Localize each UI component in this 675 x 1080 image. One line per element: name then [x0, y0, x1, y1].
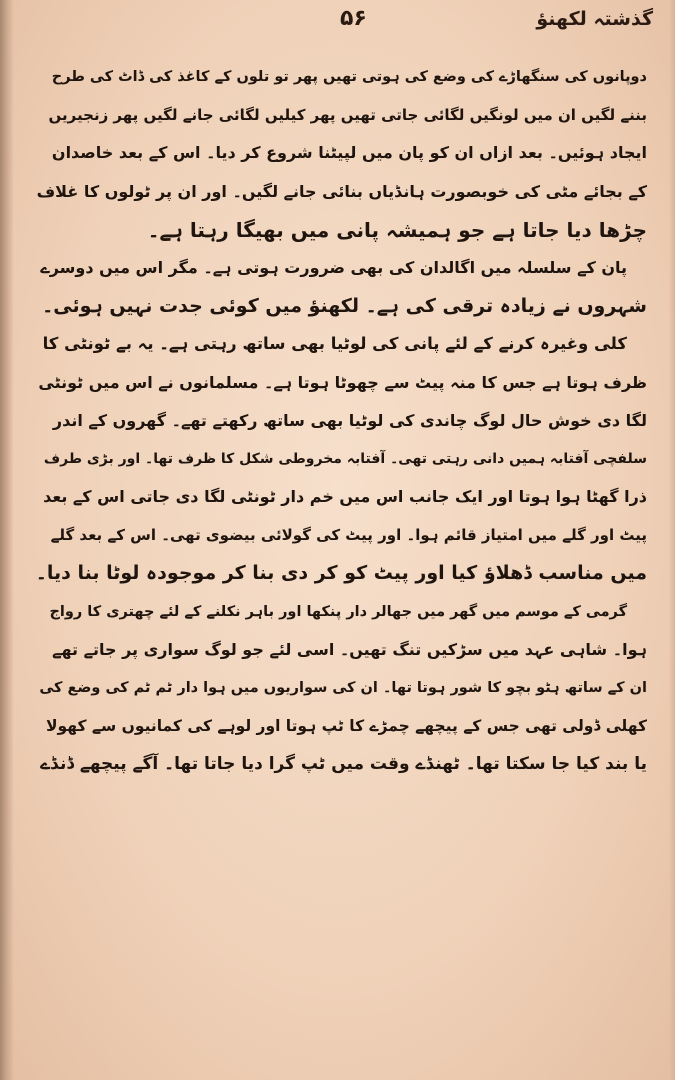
- text-line: شہروں نے زیادہ ترقی کی ہے۔ لکھنؤ میں کوئی جدت نہیں ہوئی۔: [42, 295, 647, 318]
- text-line: ذرا گھٹا ہوا ہوتا اور ایک جانب اس میں خم دار ٹونٹی لگا دی جاتی اس کے بعد: [43, 487, 647, 507]
- text-line: ان کے ساتھ ہٹو بچو کا شور ہوتا تھا۔ ان کی سواریوں میں ہوا دار ٹم ٹم کی وضع کی: [39, 680, 647, 696]
- text-line: یا بند کیا جا سکتا تھا۔ ٹھنڈے وقت میں ٹپ گرا دیا جاتا تھا۔ آگے پیچھے ڈنڈے: [40, 754, 647, 775]
- page-edge: [669, 0, 675, 1080]
- text-line: بننے لگیں ان میں لونگیں لگائی جاتی تھیں پھر کیلیں لگائی جانے لگیں پھر زنجیریں: [48, 106, 647, 125]
- body-text: [36, 58, 647, 784]
- running-title: گذشتہ لکھنؤ: [536, 8, 653, 30]
- text-line: کے بجائے مٹی کی خوبصورت ہانڈیاں بنائی جانے لگیں۔ اور ان پر ٹولوں کا غلاف: [36, 181, 647, 201]
- text-line: پیٹ اور گلے میں امتیاز قائم ہوا۔ اور پیٹ کی گولائی بیضوی تھی۔ اس کے بعد گلے: [50, 526, 647, 545]
- text-line: کلی وغیرہ کرنے کے لئے پانی کی لوٹیا بھی ساتھ رہتی ہے۔ یہ بے ٹونٹی کا: [42, 334, 627, 354]
- text-line: ہوا۔ شاہی عہد میں سڑکیں تنگ تھیں۔ اسی لئے جو لوگ سواری پر جاتے تھے: [52, 639, 647, 659]
- text-line: سلفچی آفتابہ ہمیں دانی رہتی تھی۔ آفتابہ مخروطی شکل کا ظرف تھا۔ اور بڑی طرف: [43, 450, 647, 467]
- page-number: ۵۶: [340, 6, 367, 31]
- text-line: چڑھا دیا جاتا ہے جو ہمیشہ پانی میں بھیگا رہتا ہے۔: [147, 217, 647, 242]
- page-binding-shadow: [0, 0, 14, 1080]
- text-line: ظرف ہوتا ہے جس کا منہ پیٹ سے چھوٹا ہوتا ہے۔ مسلمانوں نے اس میں ٹونٹی: [38, 372, 647, 392]
- text-line: دوپانوں کی سنگھاڑے کی وضع کی ہوتی تھیں پھر تو تلوں کے کاغذ کی ڈاٹ کی طرح: [51, 69, 647, 85]
- text-line: کھلی ڈولی تھی جس کے پیچھے چمڑے کا ٹپ ہوتا اور لوہے کی کمانیوں سے کھولا: [46, 717, 647, 736]
- text-line: پان کے سلسلہ میں اگالدان کی بھی ضرورت ہوتی ہے۔ مگر اس میں دوسرے: [40, 257, 627, 277]
- text-line: لگا دی خوش حال لوگ چاندی کی لوٹیا بھی ساتھ رکھتے تھے۔ گھروں کے اندر: [52, 410, 647, 430]
- page-header: [40, 6, 653, 40]
- text-line: میں مناسب ڈھلاؤ کیا اور پیٹ کو کر دی بنا کر موجودہ لوٹا بنا دیا۔: [36, 562, 647, 585]
- text-line: گرمی کے موسم میں گھر میں جھالر دار پنکھا اور باہر نکلنے کے لئے چھتری کا رواج: [49, 603, 627, 620]
- text-line: ایجاد ہوئیں۔ بعد ازاں ان کو پان میں لپیٹنا شروع کر دیا۔ اس کے بعد خاصدان: [51, 143, 647, 163]
